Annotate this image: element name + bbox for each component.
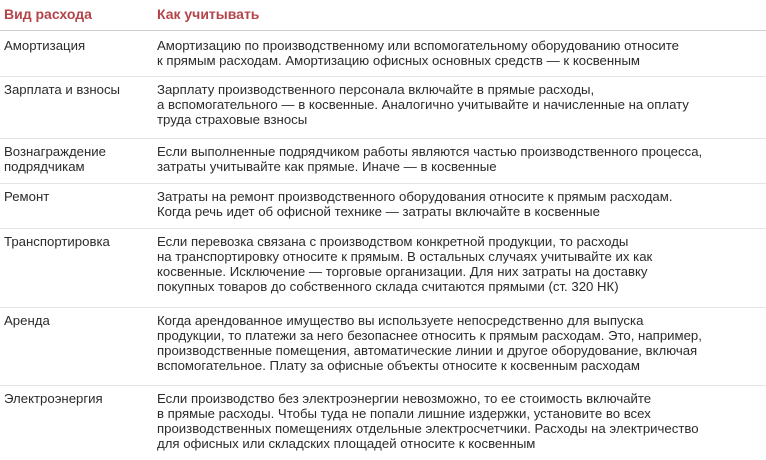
accounting-rule-line: косвенные. Исключение — торговые организации. Для них затраты на доставку — [157, 264, 648, 279]
accounting-rule-line: покупных товаров до собственного склада считаются прямыми (ст. 320 НК) — [157, 279, 619, 294]
table-row — [0, 313, 766, 386]
accounting-rule-cell — [157, 38, 763, 68]
accounting-rule-line: Когда речь идет об офисной технике — затраты включайте в косвенные — [157, 204, 600, 219]
expense-type-cell — [4, 38, 144, 53]
accounting-rule-line: для офисных или складских площадей относите к косвенным — [157, 436, 536, 451]
accounting-rule-line: а вспомогательного — в косвенные. Аналогично учитывайте и начисленные на оплату — [157, 97, 689, 112]
table-row — [0, 391, 766, 460]
accounting-rule-line: Зарплату производственного персонала включайте в прямые расходы, — [157, 82, 595, 97]
expense-type-line: Электроэнергия — [4, 391, 103, 406]
expense-type-cell — [4, 234, 144, 249]
accounting-rule-line: Амортизацию по производственному или вспомогательному оборудованию относите — [157, 38, 679, 53]
accounting-rule-line: вспомогательное. Плату за офисные объекты относите к косвенным расходам — [157, 358, 640, 373]
expense-type-line: Транспортировка — [4, 234, 110, 249]
accounting-rule-cell — [157, 313, 763, 373]
table-row — [0, 189, 766, 229]
accounting-rule-line: Когда арендованное имущество вы используете непосредственно для выпуска — [157, 313, 644, 328]
expense-type-cell — [4, 391, 144, 406]
header-how-to-account: Как учитывать — [157, 6, 260, 22]
expense-type-cell — [4, 144, 144, 174]
expense-type-line: Амортизация — [4, 38, 86, 53]
expense-type-line: Зарплата и взносы — [4, 82, 121, 97]
expense-type-line: Ремонт — [4, 189, 50, 204]
expense-type-cell — [4, 82, 144, 97]
table-header — [0, 0, 766, 31]
accounting-rule-line: продукции, то платежи за него безопаснее относить к прямым расходам. Это, например, — [157, 328, 702, 343]
accounting-rule-line: к прямым расходам. Амортизацию офисных основных средств — к косвенным — [157, 53, 640, 68]
accounting-rule-line: Если производство без электроэнергии невозможно, то ее стоимость включайте — [157, 391, 652, 406]
expense-type-cell — [4, 189, 144, 204]
accounting-rule-line: Если выполненные подрядчиком работы являются частью производственного процесса, — [157, 144, 703, 159]
expense-type-line: Вознаграждение — [4, 144, 106, 159]
accounting-rule-line: производственных помещениях отдельные электросчетчики. Расходы на электричество — [157, 421, 699, 436]
accounting-rule-line: Если перевозка связана с производством конкретной продукции, то расходы — [157, 234, 629, 249]
table-row — [0, 234, 766, 308]
table-row — [0, 144, 766, 184]
accounting-rule-cell — [157, 391, 763, 451]
expense-type-cell — [4, 313, 144, 328]
expense-type-line: Аренда — [4, 313, 50, 328]
accounting-rule-cell — [157, 82, 763, 127]
accounting-rule-line: производственные помещения, автоматические линии и другое оборудование, включая — [157, 343, 698, 358]
accounting-rule-line: в прямые расходы. Чтобы туда не попали лишние издержки, установите во всех — [157, 406, 651, 421]
expense-type-line: подрядчикам — [4, 159, 85, 174]
accounting-rule-cell — [157, 234, 763, 294]
accounting-rule-cell — [157, 189, 763, 219]
accounting-rule-line: труда страховые взносы — [157, 112, 308, 127]
accounting-rule-line: на транспортировку относите к прямым. В остальных случаях учитывайте их как — [157, 249, 653, 264]
table-row — [0, 82, 766, 139]
accounting-rule-cell — [157, 144, 763, 174]
accounting-rule-line: Затраты на ремонт производственного оборудования относите к прямым расходам. — [157, 189, 673, 204]
table-row — [0, 38, 766, 77]
header-expense-type: Вид расхода — [4, 6, 92, 22]
accounting-rule-line: затраты учитывайте как прямые. Иначе — в косвенные — [157, 159, 497, 174]
